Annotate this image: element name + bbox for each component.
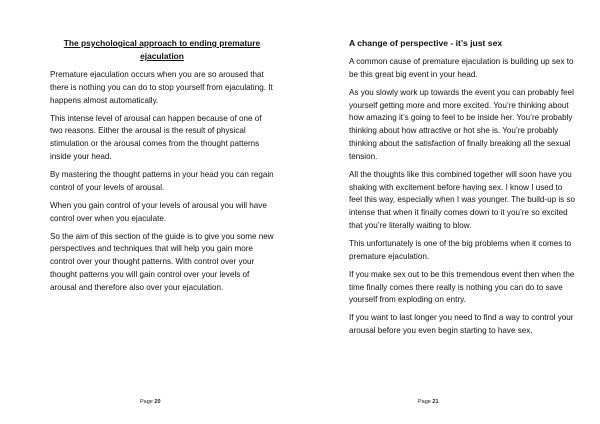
right-page-number: 21 — [432, 399, 439, 405]
left-paragraph-4: When you gain control of your levels of arousal you will have control over when you ejaculate. — [50, 200, 267, 223]
left-paragraph-2: This intense level of arousal can happen because of one of two reasons. Either the arousal is the result of physical stimulation or the arousal comes from the thought patterns inside your head. — [50, 113, 262, 161]
right-page-footer — [418, 398, 439, 406]
left-paragraph-3: By mastering the thought patterns in your head you can regain control of your levels of arousal. — [50, 169, 274, 192]
right-paragraph-1: A common cause of premature ejaculation is building up sex to be this great big event in your head. — [349, 57, 574, 79]
right-page — [300, 0, 600, 424]
left-page-content — [50, 37, 274, 300]
right-paragraph-4: This unfortunately is one of the big problems when it comes to premature ejaculation. — [349, 238, 572, 261]
left-page-title: The psychological approach to ending premature ejaculation — [63, 38, 261, 61]
right-page-title: A change of perspective - it’s just sex — [349, 38, 503, 48]
right-paragraph-3: All the thoughts like this combined together will soon have you shaking with excitement before having sex. I know I used to feel this way, especially when I was younger. The build-up is so intense that when it finally comes down to it you’re so excited that you’re literally waiting to blow. — [349, 169, 575, 230]
left-page-footer — [140, 398, 161, 406]
right-paragraph-6: If you want to last longer you need to find a way to control your arousal before you even begin starting to have sex. — [349, 313, 574, 336]
right-paragraph-5: If you make sex out to be this tremendous event then when the time finally comes there really is nothing you can do to save yourself from exploding on entry. — [349, 269, 575, 305]
left-paragraph-5: So the aim of this section of the guide is to give you some new perspectives and techniques that will help you gain more control over your thought patterns. With control over your thought patterns you will gain control over your levels of arousal and therefore also over your ejaculation. — [50, 231, 274, 292]
left-paragraph-1: Premature ejaculation occurs when you are so aroused that there is nothing you can do to stop yourself from ejaculating. It happens almost automatically. — [50, 70, 273, 105]
right-page-content — [349, 37, 575, 343]
right-page-footer-label: Page — [418, 399, 431, 405]
left-page-number: 20 — [154, 399, 161, 405]
right-paragraph-2: As you slowly work up towards the event you can probably feel yourself getting more and more excited. You’re thinking about how amazing it’s going to feel to be inside her. You’re probably thinking about how attractive or hot she is. You’re probably thinking about the satisfaction of finally breaking all the sexual tension. — [349, 87, 574, 161]
left-page-footer-label: Page — [140, 399, 153, 405]
